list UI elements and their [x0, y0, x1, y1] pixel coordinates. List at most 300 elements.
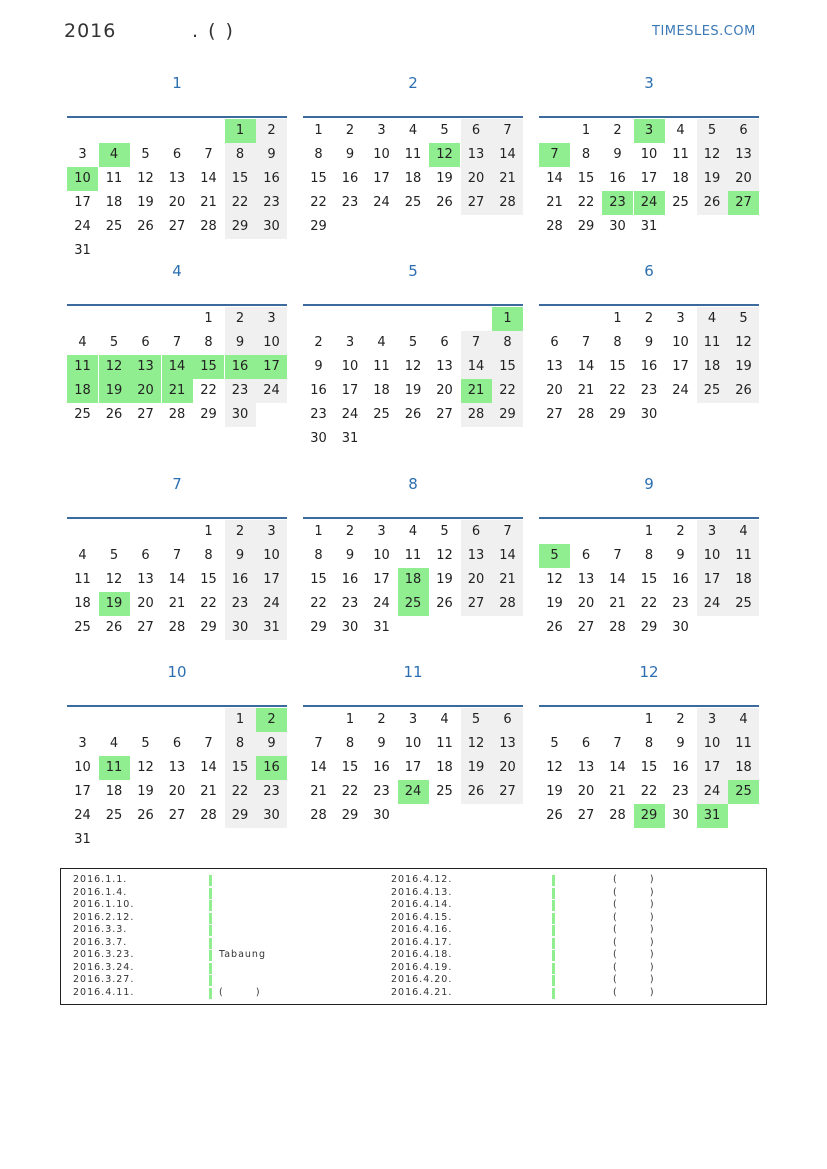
day-cell: 14 [609, 572, 626, 587]
day-cell: 17 [341, 383, 359, 398]
holiday-date: 2016.4.17. [391, 936, 453, 948]
holiday-date: 2016.4.14. [391, 899, 453, 910]
holiday-date: 2016.3.7. [73, 936, 128, 948]
day-cell: 26 [461, 780, 492, 804]
day-cell: 9 [613, 147, 622, 162]
day-cell: 13 [577, 760, 595, 775]
day-cell: 10 [404, 736, 422, 751]
day-cell-holiday: 3 [634, 119, 665, 143]
holiday-name: ( ) [613, 899, 655, 910]
day-cell: 28 [492, 191, 523, 215]
day-cell: 9 [377, 736, 386, 751]
day-cell: 11 [728, 732, 759, 756]
day-cell: 7 [172, 548, 182, 563]
day-cell: 16 [256, 167, 287, 191]
day-cell: 14 [461, 355, 492, 379]
day-cell: 30 [341, 620, 359, 635]
day-cell: 31 [341, 431, 359, 446]
month-rule [67, 304, 287, 306]
day-cell: 18 [728, 756, 759, 780]
day-cell-holiday: 24 [634, 191, 665, 215]
day-cell-holiday: 12 [99, 355, 130, 379]
holiday-marker [552, 913, 555, 924]
day-cell: 12 [137, 760, 154, 775]
day-cell: 12 [546, 572, 563, 587]
day-cell: 26 [546, 620, 563, 635]
day-cell: 26 [137, 808, 154, 823]
day-cell-holiday: 1 [225, 119, 256, 143]
day-cell: 21 [310, 784, 327, 799]
month-title: 3 [644, 74, 654, 92]
day-cell: 9 [644, 335, 654, 350]
day-cell: 18 [404, 171, 422, 186]
day-cell: 24 [697, 780, 728, 804]
holiday-marker [209, 925, 212, 936]
day-cell: 9 [345, 147, 355, 162]
day-cell: 11 [728, 544, 759, 568]
day-cell: 27 [168, 808, 186, 823]
holiday-date: 2016.4.20. [391, 974, 453, 985]
day-cell: 31 [74, 243, 91, 258]
day-cell: 23 [672, 784, 689, 799]
day-cell: 4 [728, 708, 759, 732]
month-rule [539, 116, 759, 118]
day-cell-holiday: 25 [728, 780, 759, 804]
day-cell: 15 [492, 355, 523, 379]
day-cell-holiday: 21 [461, 379, 492, 403]
day-cell: 1 [204, 524, 213, 539]
day-cell: 1 [644, 712, 654, 727]
day-cell: 29 [341, 808, 359, 823]
day-cell-holiday: 19 [99, 592, 130, 616]
day-cell: 15 [310, 171, 327, 186]
holiday-marker [209, 900, 212, 911]
day-cell: 5 [728, 307, 759, 331]
day-cell: 10 [697, 732, 728, 756]
holiday-marker [552, 900, 555, 911]
day-cell: 29 [577, 219, 595, 234]
day-cell: 27 [168, 219, 186, 234]
day-cell: 25 [373, 407, 390, 422]
day-cell: 27 [137, 620, 154, 635]
day-cell: 19 [404, 383, 422, 398]
day-cell: 31 [640, 219, 658, 234]
day-cell: 19 [546, 784, 563, 799]
day-cell: 13 [436, 359, 453, 374]
day-cell: 31 [74, 832, 91, 847]
brand-link[interactable]: TIMESLES.COM [652, 24, 756, 39]
day-cell: 12 [546, 760, 563, 775]
day-cell-holiday: 13 [130, 355, 161, 379]
holiday-date: 2016.3.24. [73, 961, 135, 973]
day-cell: 5 [440, 524, 449, 539]
day-cell: 14 [310, 760, 327, 775]
month-title: 5 [408, 262, 418, 280]
day-cell: 15 [577, 171, 595, 186]
day-cell: 7 [204, 736, 213, 751]
month-title: 2 [408, 74, 418, 92]
day-cell: 16 [373, 760, 390, 775]
day-cell: 7 [172, 335, 182, 350]
day-cell: 2 [225, 307, 256, 331]
holiday-date: 2016.3.23. [73, 949, 135, 960]
month-title: 4 [172, 262, 182, 280]
day-cell: 5 [109, 548, 119, 563]
day-cell-holiday: 16 [225, 355, 256, 379]
day-cell: 28 [609, 620, 626, 635]
day-cell: 10 [256, 544, 287, 568]
day-cell: 22 [609, 383, 626, 398]
day-cell: 5 [461, 708, 492, 732]
day-cell: 9 [676, 736, 685, 751]
day-cell-holiday: 14 [162, 355, 193, 379]
day-cell: 8 [225, 143, 256, 167]
day-cell: 21 [492, 568, 523, 592]
day-cell: 1 [225, 708, 256, 732]
day-cell: 26 [105, 620, 123, 635]
day-cell: 5 [141, 736, 150, 751]
day-cell: 22 [310, 596, 327, 611]
day-cell: 23 [256, 780, 287, 804]
day-cell: 4 [697, 307, 728, 331]
day-cell: 7 [492, 119, 523, 143]
holiday-name: ( ) [613, 911, 655, 923]
day-cell: 12 [105, 572, 123, 587]
day-cell: 26 [697, 191, 728, 215]
day-cell: 17 [373, 171, 390, 186]
day-cell: 15 [640, 572, 658, 587]
day-cell: 24 [74, 219, 91, 234]
day-cell: 20 [168, 195, 186, 210]
day-cell: 9 [225, 331, 256, 355]
day-cell: 3 [377, 123, 386, 138]
day-cell: 4 [109, 736, 119, 751]
day-cell: 2 [644, 311, 654, 326]
day-cell: 8 [644, 736, 654, 751]
day-cell: 1 [345, 712, 355, 727]
day-cell: 15 [609, 359, 626, 374]
holiday-date: 2016.4.12. [391, 874, 453, 885]
day-cell: 7 [613, 548, 622, 563]
day-cell: 1 [204, 311, 213, 326]
day-cell: 9 [676, 548, 685, 563]
day-cell: 2 [225, 520, 256, 544]
day-cell: 19 [461, 756, 492, 780]
holiday-date: 2016.4.19. [391, 961, 453, 973]
month-rule [303, 705, 523, 707]
day-cell: 3 [78, 147, 87, 162]
day-cell: 2 [256, 119, 287, 143]
holiday-marker [552, 975, 555, 986]
day-cell: 18 [105, 195, 123, 210]
day-cell: 24 [341, 407, 359, 422]
day-cell-holiday: 29 [634, 804, 665, 828]
day-cell: 15 [341, 760, 359, 775]
day-cell: 25 [74, 620, 91, 635]
day-cell: 9 [225, 544, 256, 568]
day-cell: 25 [74, 407, 91, 422]
day-cell: 19 [728, 355, 759, 379]
day-cell: 15 [225, 167, 256, 191]
day-cell: 13 [137, 572, 154, 587]
day-cell: 18 [672, 171, 689, 186]
day-cell-holiday: 21 [162, 379, 193, 403]
day-cell: 27 [577, 808, 595, 823]
day-cell: 13 [577, 572, 595, 587]
day-cell: 15 [640, 760, 658, 775]
day-cell: 1 [314, 123, 323, 138]
day-cell: 24 [373, 596, 390, 611]
day-cell: 21 [609, 784, 626, 799]
day-cell: 2 [676, 524, 685, 539]
day-cell: 3 [256, 307, 287, 331]
day-cell: 27 [461, 592, 492, 616]
day-cell: 30 [225, 403, 256, 427]
holiday-date: 2016.1.10. [73, 899, 135, 910]
day-cell: 22 [640, 596, 658, 611]
day-cell: 22 [200, 383, 217, 398]
day-cell: 27 [137, 407, 154, 422]
day-cell: 3 [377, 524, 386, 539]
day-cell: 22 [577, 195, 595, 210]
day-cell: 25 [404, 195, 422, 210]
day-cell: 8 [314, 548, 323, 563]
day-cell-holiday: 31 [697, 804, 728, 828]
month-rule [539, 304, 759, 306]
holiday-marker [552, 963, 555, 974]
day-cell: 2 [314, 335, 323, 350]
day-cell: 10 [373, 147, 390, 162]
day-cell: 3 [256, 520, 287, 544]
day-cell: 19 [546, 596, 563, 611]
month-title: 8 [408, 475, 418, 493]
day-cell: 26 [728, 379, 759, 403]
holiday-marker [552, 875, 555, 886]
day-cell: 16 [341, 572, 359, 587]
day-cell: 28 [577, 407, 595, 422]
day-cell: 30 [672, 620, 689, 635]
day-cell: 13 [461, 544, 492, 568]
day-cell: 16 [672, 760, 689, 775]
day-cell: 28 [492, 592, 523, 616]
day-cell: 11 [105, 171, 123, 186]
day-cell: 17 [672, 359, 689, 374]
day-cell: 11 [404, 147, 422, 162]
day-cell-holiday: 18 [67, 379, 98, 403]
day-cell: 16 [672, 572, 689, 587]
day-cell: 13 [546, 359, 563, 374]
month-rule [539, 517, 759, 519]
holiday-date: 2016.2.12. [73, 911, 135, 923]
day-cell: 20 [492, 756, 523, 780]
day-cell: 6 [492, 708, 523, 732]
day-cell: 18 [728, 568, 759, 592]
day-cell: 4 [78, 335, 87, 350]
day-cell: 28 [461, 403, 492, 427]
day-cell: 19 [436, 171, 453, 186]
month-title: 6 [644, 262, 654, 280]
day-cell: 6 [581, 548, 591, 563]
day-cell-holiday: 19 [99, 379, 130, 403]
holiday-date: 2016.1.4. [73, 886, 128, 898]
day-cell: 27 [461, 191, 492, 215]
holiday-date: 2016.4.13. [391, 886, 453, 898]
day-cell: 12 [404, 359, 422, 374]
day-cell: 7 [581, 335, 591, 350]
holiday-marker [209, 975, 212, 986]
month-rule [67, 116, 287, 118]
day-cell: 24 [74, 808, 91, 823]
day-cell: 2 [676, 712, 685, 727]
month-title: 9 [644, 475, 654, 493]
day-cell: 14 [577, 359, 595, 374]
day-cell: 30 [225, 616, 256, 640]
day-cell: 2 [345, 123, 355, 138]
day-cell: 5 [109, 335, 119, 350]
day-cell: 19 [137, 195, 154, 210]
day-cell: 9 [256, 143, 287, 167]
day-cell: 17 [74, 195, 91, 210]
day-cell: 15 [200, 572, 217, 587]
month-rule [303, 116, 523, 118]
day-cell: 17 [697, 756, 728, 780]
month-title: 1 [172, 74, 182, 92]
day-cell: 16 [609, 171, 626, 186]
day-cell: 16 [341, 171, 359, 186]
day-cell: 6 [172, 736, 182, 751]
day-cell: 13 [461, 143, 492, 167]
day-cell: 19 [436, 572, 453, 587]
day-cell: 21 [546, 195, 563, 210]
day-cell: 26 [137, 219, 154, 234]
day-cell: 1 [581, 123, 591, 138]
day-cell: 18 [373, 383, 390, 398]
day-cell: 8 [345, 736, 355, 751]
holiday-name: ( ) [613, 974, 655, 985]
day-cell-holiday: 15 [193, 355, 224, 379]
day-cell: 8 [314, 147, 323, 162]
day-cell: 25 [697, 379, 728, 403]
day-cell: 25 [672, 195, 689, 210]
holiday-name: ( ) [613, 886, 655, 898]
day-cell: 3 [78, 736, 87, 751]
day-cell: 7 [314, 736, 323, 751]
month-title: 11 [403, 663, 423, 681]
day-cell: 7 [492, 520, 523, 544]
day-cell-holiday: 27 [728, 191, 759, 215]
day-cell: 28 [546, 219, 563, 234]
day-cell: 9 [256, 732, 287, 756]
day-cell: 17 [404, 760, 422, 775]
day-cell: 22 [225, 780, 256, 804]
day-cell: 11 [404, 548, 422, 563]
holiday-legend [60, 868, 767, 1005]
day-cell: 25 [728, 592, 759, 616]
day-cell: 14 [168, 572, 186, 587]
day-cell: 29 [310, 620, 327, 635]
month-title: 10 [167, 663, 187, 681]
holiday-name: ( ) [613, 961, 655, 973]
day-cell: 6 [440, 335, 449, 350]
day-cell: 3 [345, 335, 355, 350]
holiday-marker [552, 950, 555, 961]
holiday-date: 2016.3.27. [73, 974, 135, 985]
day-cell: 8 [204, 548, 213, 563]
day-cell-holiday: 24 [398, 780, 429, 804]
day-cell-holiday: 5 [539, 544, 570, 568]
day-cell-holiday: 23 [602, 191, 633, 215]
day-cell: 22 [200, 596, 217, 611]
day-cell: 20 [728, 167, 759, 191]
day-cell: 28 [310, 808, 327, 823]
day-cell: 29 [225, 215, 256, 239]
day-cell-holiday: 16 [256, 756, 287, 780]
day-cell: 10 [697, 544, 728, 568]
day-cell: 17 [697, 568, 728, 592]
holiday-name: ( ) [613, 874, 655, 885]
day-cell: 19 [697, 167, 728, 191]
day-cell: 23 [341, 195, 359, 210]
day-cell: 28 [609, 808, 626, 823]
day-cell: 17 [373, 572, 390, 587]
holiday-name: ( ) [613, 949, 655, 960]
day-cell: 5 [440, 123, 449, 138]
day-cell: 15 [310, 572, 327, 587]
day-cell: 10 [256, 331, 287, 355]
day-cell: 4 [408, 524, 418, 539]
day-cell: 20 [546, 383, 563, 398]
holiday-name: ( ) [613, 936, 655, 948]
day-cell: 8 [204, 335, 213, 350]
day-cell: 14 [200, 760, 217, 775]
day-cell: 30 [256, 215, 287, 239]
day-cell: 4 [440, 712, 449, 727]
day-cell: 10 [640, 147, 658, 162]
holiday-marker [209, 888, 212, 899]
day-cell: 30 [672, 808, 689, 823]
day-cell: 28 [168, 407, 186, 422]
day-cell: 29 [640, 620, 658, 635]
day-cell: 5 [550, 736, 559, 751]
day-cell: 11 [436, 736, 453, 751]
day-cell: 10 [74, 760, 91, 775]
day-cell: 12 [697, 143, 728, 167]
day-cell: 29 [200, 407, 217, 422]
day-cell: 6 [581, 736, 591, 751]
day-cell: 21 [609, 596, 626, 611]
holiday-marker [209, 988, 212, 999]
day-cell: 20 [577, 596, 595, 611]
day-cell: 2 [377, 712, 386, 727]
month-rule [539, 705, 759, 707]
day-cell: 23 [640, 383, 658, 398]
day-cell: 16 [310, 383, 327, 398]
day-cell: 1 [314, 524, 323, 539]
day-cell: 12 [436, 548, 453, 563]
month-title: 7 [172, 475, 182, 493]
day-cell: 2 [613, 123, 622, 138]
day-cell: 21 [200, 784, 217, 799]
day-cell: 22 [225, 191, 256, 215]
day-cell-holiday: 11 [67, 355, 98, 379]
day-cell: 17 [74, 784, 91, 799]
day-cell: 6 [461, 119, 492, 143]
holiday-marker [552, 925, 555, 936]
day-cell: 5 [141, 147, 150, 162]
day-cell: 8 [613, 335, 622, 350]
day-cell: 25 [436, 784, 453, 799]
holiday-date: 2016.3.3. [73, 924, 128, 935]
